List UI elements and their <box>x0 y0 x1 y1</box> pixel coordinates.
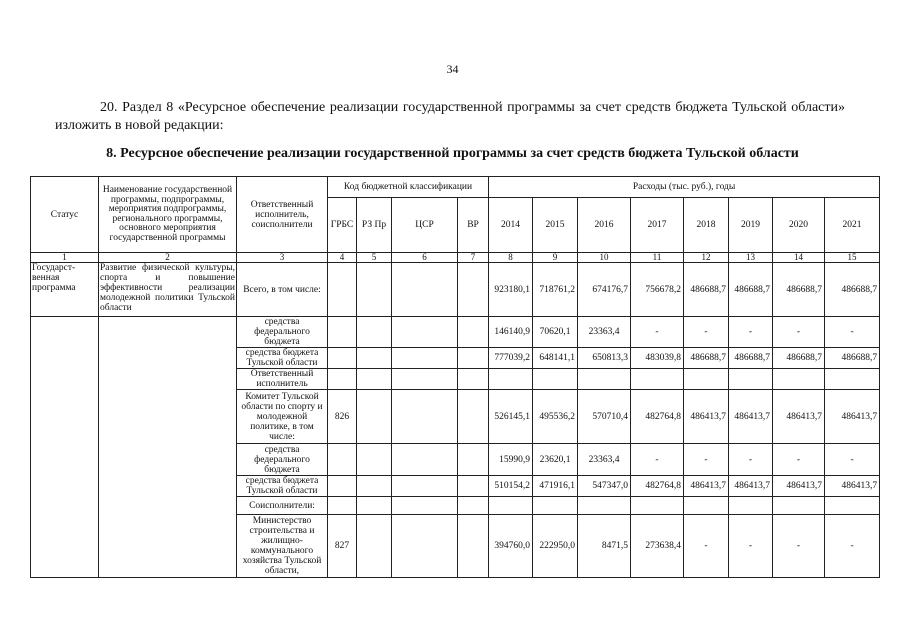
value-cell: - <box>631 317 684 348</box>
section-title: 8. Ресурсное обеспечение реализации государственной программы за счет средств бюджета Тульской области <box>106 146 799 161</box>
header-year: 2016 <box>578 198 631 253</box>
row-label: средства федерального бюджета <box>237 444 328 476</box>
value-cell: - <box>773 444 825 476</box>
value-cell <box>489 369 533 390</box>
column-number-row <box>31 253 880 263</box>
vr-cell <box>458 348 489 369</box>
grbs-cell <box>328 348 357 369</box>
column-number: 13 <box>729 253 773 263</box>
value-cell <box>773 497 825 515</box>
value-cell: 486413,7 <box>729 476 773 497</box>
value-cell: 777039,2 <box>489 348 533 369</box>
value-cell: - <box>825 444 880 476</box>
value-cell: 486413,7 <box>773 390 825 444</box>
rzpr-cell <box>357 317 392 348</box>
value-cell: 486688,7 <box>729 263 773 317</box>
row-label: Ответственный исполнитель <box>237 369 328 390</box>
value-cell: 146140,9 <box>489 317 533 348</box>
vr-cell <box>458 263 489 317</box>
value-cell: 486688,7 <box>825 348 880 369</box>
csr-cell <box>392 390 458 444</box>
page-number: 34 <box>446 62 459 76</box>
value-cell: 547347,0 <box>578 476 631 497</box>
header-vr: ВР <box>458 198 489 253</box>
value-cell: 486413,7 <box>825 390 880 444</box>
value-cell <box>825 369 880 390</box>
value-cell: 648141,1 <box>533 348 578 369</box>
grbs-cell <box>328 497 357 515</box>
value-cell: 23363,4 <box>578 317 631 348</box>
value-cell: 674176,7 <box>578 263 631 317</box>
value-cell <box>533 497 578 515</box>
header-expenses: Расходы (тыс. руб.), годы <box>489 177 880 198</box>
column-number: 14 <box>773 253 825 263</box>
value-cell: 486413,7 <box>729 390 773 444</box>
value-cell: 482764,8 <box>631 476 684 497</box>
value-cell <box>825 497 880 515</box>
value-cell: 23363,4 <box>578 444 631 476</box>
resource-table <box>30 176 880 578</box>
vr-cell <box>458 476 489 497</box>
rzpr-cell <box>357 390 392 444</box>
header-year: 2018 <box>684 198 729 253</box>
csr-cell <box>392 317 458 348</box>
value-cell <box>729 369 773 390</box>
value-cell <box>631 497 684 515</box>
rzpr-cell <box>357 515 392 578</box>
table-row <box>31 317 880 348</box>
value-cell: 273638,4 <box>631 515 684 578</box>
amendment-paragraph: 20. Раздел 8 «Ресурсное обеспечение реализации государственной программы за счет средств бюджета Тульской области» изложить в новой редакции: <box>55 100 845 133</box>
value-cell <box>489 497 533 515</box>
header-name: Наименование государственной программы, подпрограммы, мероприятия подпрограммы, регионального программы, основного мероприятия государственной программы <box>99 177 237 253</box>
column-number: 11 <box>631 253 684 263</box>
vr-cell <box>458 497 489 515</box>
csr-cell <box>392 348 458 369</box>
row-label: средства бюджета Тульской области <box>237 476 328 497</box>
value-cell: 486413,7 <box>825 476 880 497</box>
rzpr-cell <box>357 263 392 317</box>
value-cell: 756678,2 <box>631 263 684 317</box>
grbs-cell <box>328 263 357 317</box>
vr-cell <box>458 515 489 578</box>
header-year: 2021 <box>825 198 880 253</box>
row-label: средства федерального бюджета <box>237 317 328 348</box>
vr-cell <box>458 444 489 476</box>
column-number: 9 <box>533 253 578 263</box>
value-cell: 8471,5 <box>578 515 631 578</box>
value-cell: 486688,7 <box>684 263 729 317</box>
value-cell <box>684 497 729 515</box>
column-number: 12 <box>684 253 729 263</box>
value-cell: 483039,8 <box>631 348 684 369</box>
header-budget-code: Код бюджетной классификации <box>328 177 489 198</box>
value-cell: 23620,1 <box>533 444 578 476</box>
value-cell <box>773 369 825 390</box>
value-cell: 486688,7 <box>825 263 880 317</box>
header-year: 2020 <box>773 198 825 253</box>
row-label: средства бюджета Тульской области <box>237 348 328 369</box>
value-cell: - <box>729 317 773 348</box>
value-cell <box>578 369 631 390</box>
value-cell: 70620,1 <box>533 317 578 348</box>
grbs-cell <box>328 369 357 390</box>
header-year: 2019 <box>729 198 773 253</box>
header-status: Статус <box>31 177 99 253</box>
header-year: 2015 <box>533 198 578 253</box>
value-cell: 510154,2 <box>489 476 533 497</box>
value-cell: 486413,7 <box>684 390 729 444</box>
value-cell: 650813,3 <box>578 348 631 369</box>
row-label: Министерство строительства и жилищно-коммунального хозяйства Тульской области, <box>237 515 328 578</box>
value-cell: 222950,0 <box>533 515 578 578</box>
value-cell: 495536,2 <box>533 390 578 444</box>
csr-cell <box>392 369 458 390</box>
header-year: 2017 <box>631 198 684 253</box>
value-cell: 486688,7 <box>773 263 825 317</box>
grbs-cell: 827 <box>328 515 357 578</box>
csr-cell <box>392 476 458 497</box>
status-cell-empty <box>31 317 99 578</box>
value-cell: - <box>684 444 729 476</box>
column-number: 8 <box>489 253 533 263</box>
table-row <box>31 263 880 317</box>
value-cell: - <box>684 515 729 578</box>
value-cell: 482764,8 <box>631 390 684 444</box>
value-cell: - <box>729 444 773 476</box>
column-number: 10 <box>578 253 631 263</box>
rzpr-cell <box>357 348 392 369</box>
value-cell: 486413,7 <box>773 476 825 497</box>
name-cell-empty <box>99 317 237 578</box>
column-number: 3 <box>237 253 328 263</box>
csr-cell <box>392 497 458 515</box>
header-responsible: Ответственный исполнитель, соисполнители <box>237 177 328 253</box>
value-cell: 486688,7 <box>684 348 729 369</box>
vr-cell <box>458 369 489 390</box>
value-cell <box>631 369 684 390</box>
value-cell: - <box>825 515 880 578</box>
value-cell <box>729 497 773 515</box>
column-number: 6 <box>392 253 458 263</box>
column-number: 2 <box>99 253 237 263</box>
column-number: 7 <box>458 253 489 263</box>
grbs-cell <box>328 476 357 497</box>
csr-cell <box>392 515 458 578</box>
value-cell: 486413,7 <box>684 476 729 497</box>
value-cell: 486688,7 <box>773 348 825 369</box>
column-number: 4 <box>328 253 357 263</box>
column-number: 5 <box>357 253 392 263</box>
row-label: Комитет Тульской области по спорту и молодежной политике, в том числе: <box>237 390 328 444</box>
value-cell: 394760,0 <box>489 515 533 578</box>
header-rzpr: РЗ Пр <box>357 198 392 253</box>
value-cell: 486688,7 <box>729 348 773 369</box>
header-year: 2014 <box>489 198 533 253</box>
grbs-cell <box>328 317 357 348</box>
rzpr-cell <box>357 476 392 497</box>
value-cell <box>578 497 631 515</box>
value-cell: - <box>825 317 880 348</box>
value-cell: - <box>729 515 773 578</box>
value-cell: - <box>631 444 684 476</box>
row-label: Соисполнители: <box>237 497 328 515</box>
status-cell: Государст-венная программа <box>31 263 99 317</box>
value-cell: 570710,4 <box>578 390 631 444</box>
vr-cell <box>458 317 489 348</box>
value-cell: 718761,2 <box>533 263 578 317</box>
row-label: Всего, в том числе: <box>237 263 328 317</box>
grbs-cell <box>328 444 357 476</box>
value-cell: - <box>773 515 825 578</box>
csr-cell <box>392 444 458 476</box>
csr-cell <box>392 263 458 317</box>
grbs-cell: 826 <box>328 390 357 444</box>
rzpr-cell <box>357 497 392 515</box>
header-csr: ЦСР <box>392 198 458 253</box>
value-cell <box>533 369 578 390</box>
program-name-cell: Развитие физической культуры, спорта и повышение эффективности реализации молодежной политики Тульской области <box>99 263 237 317</box>
value-cell: 526145,1 <box>489 390 533 444</box>
column-number: 1 <box>31 253 99 263</box>
value-cell: 923180,1 <box>489 263 533 317</box>
value-cell: 15990,9 <box>489 444 533 476</box>
column-number: 15 <box>825 253 880 263</box>
value-cell: - <box>773 317 825 348</box>
vr-cell <box>458 390 489 444</box>
rzpr-cell <box>357 444 392 476</box>
header-grbs: ГРБС <box>328 198 357 253</box>
value-cell: - <box>684 317 729 348</box>
value-cell: 471916,1 <box>533 476 578 497</box>
rzpr-cell <box>357 369 392 390</box>
value-cell <box>684 369 729 390</box>
